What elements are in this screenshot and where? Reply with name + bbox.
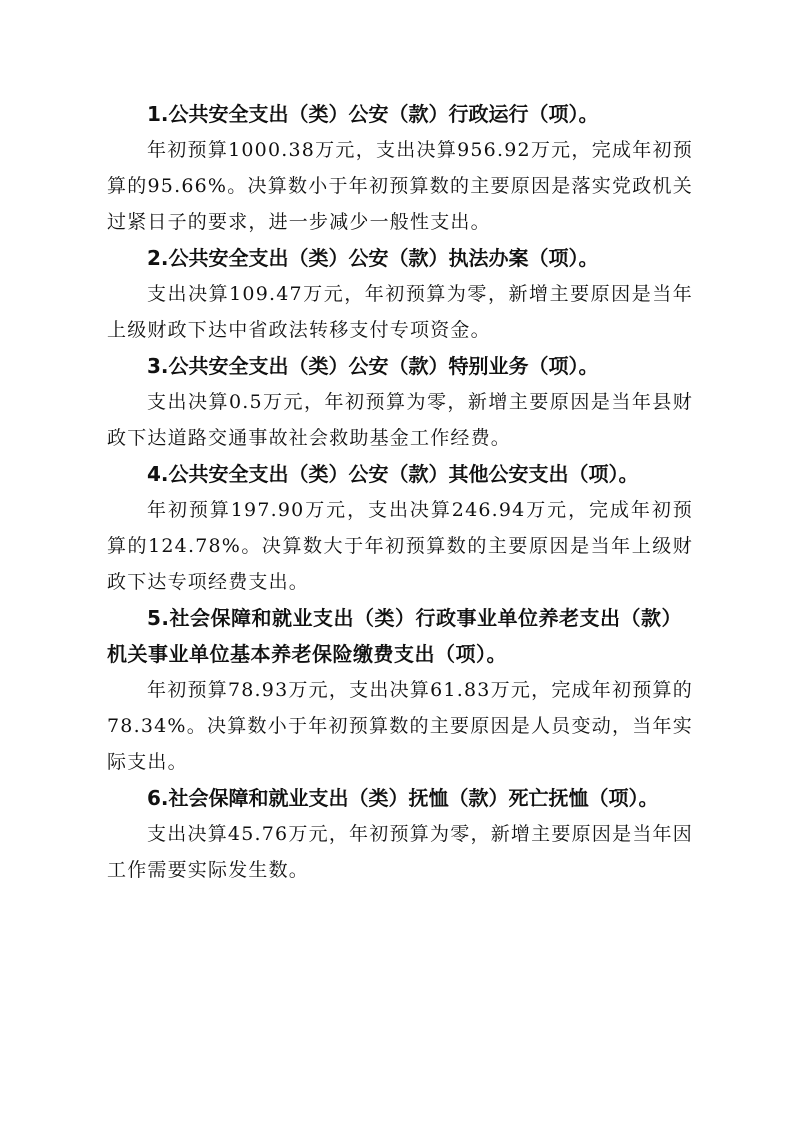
section-heading: 5.社会保障和就业支出（类）行政事业单位养老支出（款）机关事业单位基本养老保险缴费支出（项）。 <box>107 606 683 666</box>
section-heading: 3.公共安全支出（类）公安（款）特别业务（项）。 <box>147 354 599 378</box>
section-1 <box>107 96 693 240</box>
section-body: 支出决算45.76万元，年初预算为零，新增主要原因是当年因工作需要实际发生数。 <box>107 823 693 881</box>
section-body: 年初预算1000.38万元，支出决算956.92万元，完成年初预算的95.66%。决算数小于年初预算数的主要原因是落实党政机关过紧日子的要求，进一步减少一般性支出。 <box>107 139 693 233</box>
section-heading: 1.公共安全支出（类）公安（款）行政运行（项）。 <box>147 102 599 126</box>
section-3 <box>107 348 693 456</box>
section-heading: 2.公共安全支出（类）公安（款）执法办案（项）。 <box>147 246 599 270</box>
section-5 <box>107 600 693 780</box>
section-heading: 4.公共安全支出（类）公安（款）其他公安支出（项）。 <box>147 462 639 486</box>
section-4 <box>107 456 693 600</box>
document-page <box>107 96 693 888</box>
section-body: 年初预算78.93万元，支出决算61.83万元，完成年初预算的78.34%。决算数小于年初预算数的主要原因是人员变动，当年实际支出。 <box>107 679 693 773</box>
section-heading: 6.社会保障和就业支出（类）抚恤（款）死亡抚恤（项）。 <box>147 786 659 810</box>
section-6 <box>107 780 693 888</box>
section-body: 支出决算0.5万元，年初预算为零，新增主要原因是当年县财政下达道路交通事故社会救助基金工作经费。 <box>107 391 693 449</box>
section-body: 年初预算197.90万元，支出决算246.94万元，完成年初预算的124.78%。决算数大于年初预算数的主要原因是当年上级财政下达专项经费支出。 <box>107 499 693 593</box>
section-body: 支出决算109.47万元，年初预算为零，新增主要原因是当年上级财政下达中省政法转移支付专项资金。 <box>107 283 693 341</box>
section-2 <box>107 240 693 348</box>
